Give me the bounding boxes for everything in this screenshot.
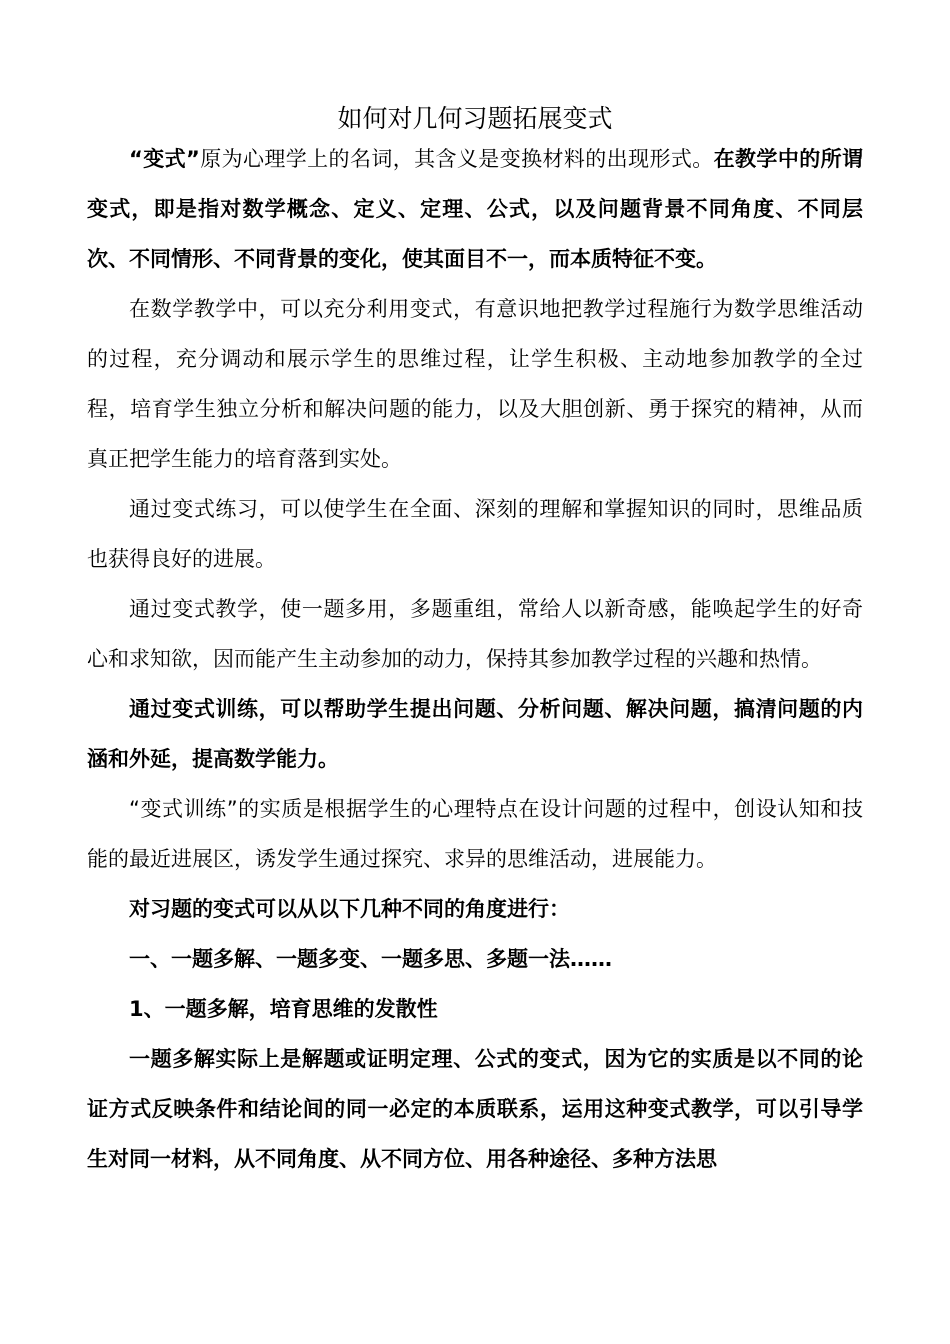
- paragraph-essence: [87, 784, 863, 884]
- paragraph-segment: 对习题的变式可以从以下几种不同的角度进行：: [129, 897, 570, 921]
- paragraph-variation-teaching: [87, 584, 863, 684]
- paragraph-segment: 一、一题多解、一题多变、一题多思、多题一法……: [129, 947, 612, 971]
- section-heading-1: [87, 934, 863, 984]
- paragraph-segment: 1、一题多解，培育思维的发散性: [129, 997, 438, 1021]
- paragraph-segment: 通过变式教学，使一题多用，多题重组，常给人以新奇感，能唤起学生的好奇心和求知欲，因而能产生主动参加的动力，保持其参加教学过程的兴趣和热情。: [87, 597, 863, 671]
- document-body: [87, 134, 863, 1184]
- paragraph-variation-training: [87, 684, 863, 784]
- paragraph-angles-intro: [87, 884, 863, 934]
- paragraph-segment: 通过变式练习，可以使学生在全面、深刻的理解和掌握知识的同时，思维品质也获得良好的进展。: [87, 497, 863, 571]
- paragraph-segment: 在数学教学中，可以充分利用变式，有意识地把教学过程施行为数学思维活动的过程，充分调动和展示学生的思维过程，让学生积极、主动地参加教学的全过程，培育学生独立分析和解决问题的能力，以及大胆创新、勇于探究的精神，从而真正把学生能力的培育落到实处。: [87, 297, 863, 471]
- document-title: 如何对几何习题拓展变式: [337, 103, 613, 133]
- paragraph-segment: “变式”: [129, 147, 200, 171]
- paragraph-segment: “变式训练”的实质是根据学生的心理特点在设计问题的过程中，创设认知和技能的最近进展区，诱发学生通过探究、求异的思维活动，进展能力。: [87, 797, 863, 871]
- paragraph-teaching: [87, 284, 863, 484]
- subsection-heading-1-1: [87, 984, 863, 1034]
- paragraph-segment: 通过变式训练，可以帮助学生提出问题、分析问题、解决问题，搞清问题的内涵和外延，提高数学能力。: [87, 697, 863, 771]
- paragraph-segment: 原为心理学上的名词，其含义是变换材料的出现形式。: [199, 147, 714, 171]
- paragraph-segment: 在教学中的所谓变式，即是指对数学概念、定义、定理、公式，以及问题背景不同角度、不同层次、不同情形、不同背景的变化，使其面目不一，而本质特征不变。: [87, 147, 864, 271]
- paragraph-segment: 一题多解实际上是解题或证明定理、公式的变式，因为它的实质是以不同的论证方式反映条件和结论间的同一必定的本质联系，运用这种变式教学，可以引导学生对同一材料，从不同角度、从不同方位、用各种途径、多种方法思: [87, 1047, 863, 1171]
- paragraph-multiple-solutions: [87, 1034, 863, 1184]
- paragraph-definition: [87, 134, 863, 284]
- paragraph-practice: [87, 484, 863, 584]
